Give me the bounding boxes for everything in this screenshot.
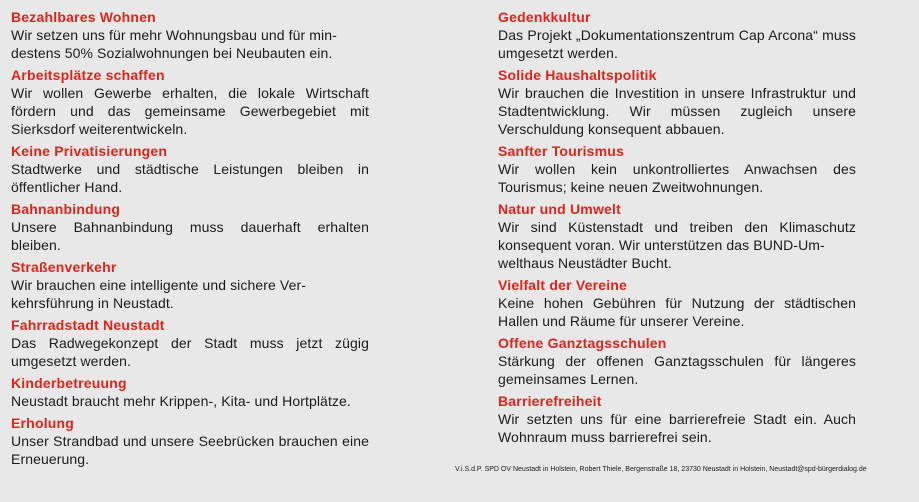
topic-heading: Natur und Umwelt [498, 201, 621, 217]
topic-text: Stadtwerke und städtische Leistungen bleiben in öffentlicher Hand. [11, 161, 369, 195]
topic-item [11, 317, 369, 370]
topic-text: Stärkung der offenen Ganztagsschulen für längeres gemeinsames Lernen. [498, 353, 856, 387]
topic-item [498, 67, 856, 138]
topic-heading: Offene Ganztagsschulen [498, 335, 667, 351]
topic-text: Keine hohen Gebühren für Nutzung der städtischen Hallen und Räume für unserer Vereine. [498, 295, 856, 329]
topic-text: Wir sind Küstenstadt und treiben den Klimaschutz konsequent voran. Wir unterstützen das BUND-Um- welthaus Neustädter Bucht. [498, 219, 856, 271]
topic-heading: Solide Haushaltspolitik [498, 67, 657, 83]
left-column [11, 9, 369, 473]
topic-text: Wir brauchen die Investition in unsere Infrastruktur und Stadtentwicklung. Wir müssen zugleich unsere Verschuldung konsequent abbauen. [498, 85, 856, 137]
topic-item [11, 415, 369, 468]
topic-heading: Sanfter Tourismus [498, 143, 625, 159]
topic-text: Unser Strandbad und unsere Seebrücken brauchen eine Erneuerung. [11, 433, 369, 467]
topic-heading: Keine Privatisierungen [11, 143, 168, 159]
topic-item [498, 393, 856, 446]
topic-item [11, 375, 369, 410]
topic-text: Wir wollen kein unkontrolliertes Anwachsen des Tourismus; keine neuen Zweitwohnungen. [498, 161, 856, 195]
topic-item [498, 143, 856, 196]
topic-item [498, 277, 856, 330]
topic-heading: Straßenverkehr [11, 259, 117, 275]
topic-heading: Vielfalt der Vereine [498, 277, 628, 293]
topic-text: Wir setzen uns für mehr Wohnungsbau und für min- destens 50% Sozialwohnungen bei Neubauten ein. [11, 27, 337, 61]
topic-text: Wir wollen Gewerbe erhalten, die lokale Wirtschaft fördern und das gemeinsame Gewerbegebiet mit Sierksdorf weiterentwickeln. [11, 85, 369, 137]
topic-text: Das Projekt „Dokumentationszentrum Cap Arcona“ muss umgesetzt werden. [498, 27, 856, 61]
topic-heading: Fahrradstadt Neustadt [11, 317, 165, 333]
topic-heading: Erholung [11, 415, 75, 431]
topic-item [498, 335, 856, 388]
topic-heading: Bahnanbindung [11, 201, 121, 217]
topic-text: Wir setzten uns für eine barrierefreie Stadt ein. Auch Wohnraum muss barrierefrei sein. [498, 411, 856, 445]
topic-text: Neustadt braucht mehr Krippen-, Kita- und Hortplätze. [11, 393, 351, 409]
topic-text: Das Radwegekonzept der Stadt muss jetzt zügig umgesetzt werden. [11, 335, 369, 369]
right-column [498, 9, 856, 451]
topic-heading: Arbeitsplätze schaffen [11, 67, 165, 83]
topic-item [11, 143, 369, 196]
topic-text: Unsere Bahnanbindung muss dauerhaft erhalten bleiben. [11, 219, 369, 253]
topic-item [11, 259, 369, 312]
topic-item [498, 201, 856, 272]
imprint-footer: V.i.S.d.P. SPD OV Neustadt in Holstein, Robert Thiele, Bergenstraße 18, 23730 Neustadt in Holstein, Neustadt@spd-bürgerdialog.de [455, 466, 867, 473]
topic-item [11, 9, 369, 62]
topic-heading: Bezahlbares Wohnen [11, 9, 156, 25]
topic-text: Wir brauchen eine intelligente und sichere Ver- kehrsführung in Neustadt. [11, 277, 306, 311]
topic-item [11, 201, 369, 254]
topic-heading: Kinderbetreuung [11, 375, 127, 391]
topic-heading: Barrierefreiheit [498, 393, 602, 409]
topic-item [11, 67, 369, 138]
topic-heading: Gedenkkultur [498, 9, 591, 25]
topic-item [498, 9, 856, 62]
